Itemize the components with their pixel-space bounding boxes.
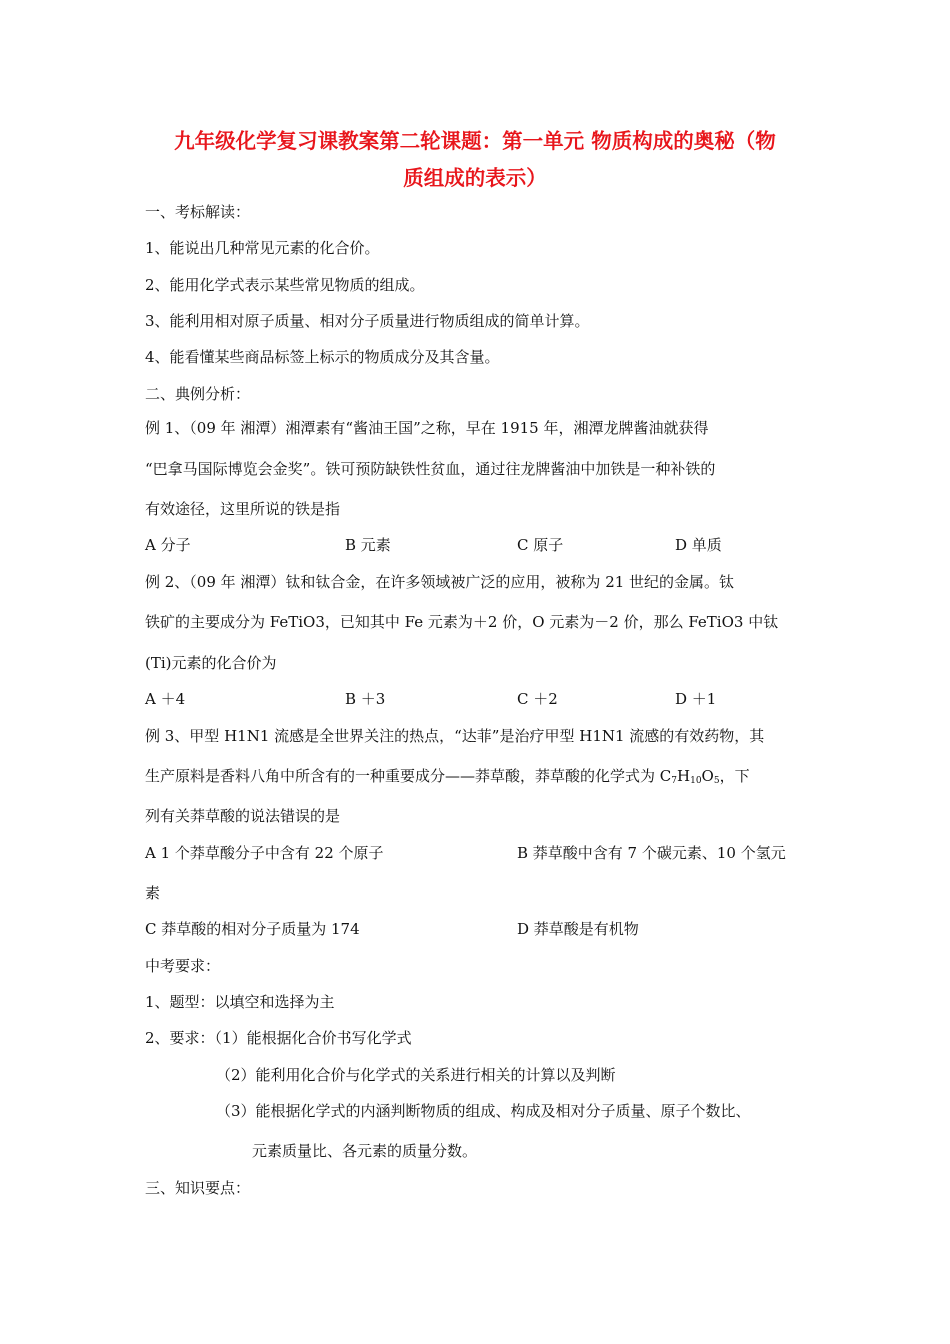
page-title-line2: 质组成的表示） — [403, 166, 547, 190]
example3-option-d: D 莽草酸是有机物 — [517, 920, 639, 938]
example2-line-3: (Ti)元素的化合价为 — [145, 654, 277, 672]
example1-line-2: “巴拿马国际博览会金奖”。铁可预防缺铁性贫血，通过往龙牌酱油中加铁是一种补铁的 — [145, 460, 716, 478]
example1-option-b: B 元素 — [345, 536, 391, 554]
formula-c-sub: 7 — [671, 776, 677, 786]
formula-c: C — [659, 767, 672, 785]
example2-option-b: B ＋3 — [345, 690, 386, 708]
example1-option-c: C 原子 — [517, 536, 564, 554]
requirements-heading: 中考要求： — [145, 957, 221, 975]
section2-heading: 二、典例分析： — [145, 385, 251, 403]
page-title-line1: 九年级化学复习课教案第二轮课题：第一单元 物质构成的奥秘（物 — [174, 129, 776, 153]
section1-item-3: 3、能利用相对原子质量、相对分子质量进行物质组成的简单计算。 — [145, 312, 590, 330]
section1-item-2: 2、能用化学式表示某些常见物质的组成。 — [145, 276, 425, 294]
example1-line-1: 例 1、（09 年 湘潭）湘潭素有“酱油王国”之称，早在 1915 年，湘潭龙牌酱油就获得 — [145, 419, 709, 437]
section1-heading: 一、考标解读： — [145, 203, 251, 221]
example2-line-1: 例 2、（09 年 湘潭）钛和钛合金，在许多领域被广泛的应用，被称为 21 世纪的金属。钛 — [145, 573, 735, 591]
example2-line-2: 铁矿的主要成分为 FeTiO3，已知其中 Fe 元素为＋2 价，O 元素为－2 价，那么 FeTiO3 中钛 — [145, 613, 779, 631]
requirements-item-2: 2、要求：（1）能根据化合价书写化学式 — [145, 1029, 412, 1047]
example1-line-3: 有效途径，这里所说的铁是指 — [145, 500, 341, 518]
requirements-sub-3: （3）能根据化学式的内涵判断物质的组成、构成及相对分子质量、原子个数比、 — [216, 1102, 751, 1120]
formula-h: H — [677, 767, 691, 785]
requirements-item-1: 1、题型：以填空和选择为主 — [145, 993, 335, 1011]
example3-line-2-prefix: 生产原料是香料八角中所含有的一种重要成分——莽草酸，莽草酸的化学式为 — [145, 767, 660, 785]
formula-h-sub: 10 — [690, 776, 702, 786]
example3-line-2-suffix: ，下 — [719, 767, 750, 785]
example3-line-2 — [145, 766, 750, 791]
section1-item-4: 4、能看懂某些商品标签上标示的物质成分及其含量。 — [145, 348, 500, 366]
example2-option-a: A ＋4 — [145, 690, 186, 708]
formula-o-sub: 5 — [713, 776, 720, 786]
example1-option-a: A 分子 — [145, 536, 191, 554]
requirements-sub-2: （2）能利用化合价与化学式的关系进行相关的计算以及判断 — [216, 1066, 616, 1084]
chemical-formula — [660, 767, 720, 785]
requirements-sub-3-cont: 元素质量比、各元素的质量分数。 — [252, 1142, 478, 1160]
formula-o: O — [701, 767, 714, 785]
example3-line-1: 例 3、甲型 H1N1 流感是全世界关注的热点，“达菲”是治疗甲型 H1N1 流感的有效药物，其 — [145, 727, 765, 745]
section3-heading: 三、知识要点： — [145, 1179, 251, 1197]
example3-option-b-cont: 素 — [145, 884, 161, 902]
section1-item-1: 1、能说出几种常见元素的化合价。 — [145, 239, 380, 257]
example3-option-b: B 莽草酸中含有 7 个碳元素、10 个氢元 — [517, 844, 786, 862]
example1-option-d: D 单质 — [675, 536, 722, 554]
example3-option-a: A 1 个莽草酸分子中含有 22 个原子 — [145, 844, 384, 862]
example2-option-d: D ＋1 — [675, 690, 717, 708]
example2-option-c: C ＋2 — [517, 690, 558, 708]
example3-option-c: C 莽草酸的相对分子质量为 174 — [145, 920, 360, 938]
example3-line-3: 列有关莽草酸的说法错误的是 — [145, 807, 341, 825]
